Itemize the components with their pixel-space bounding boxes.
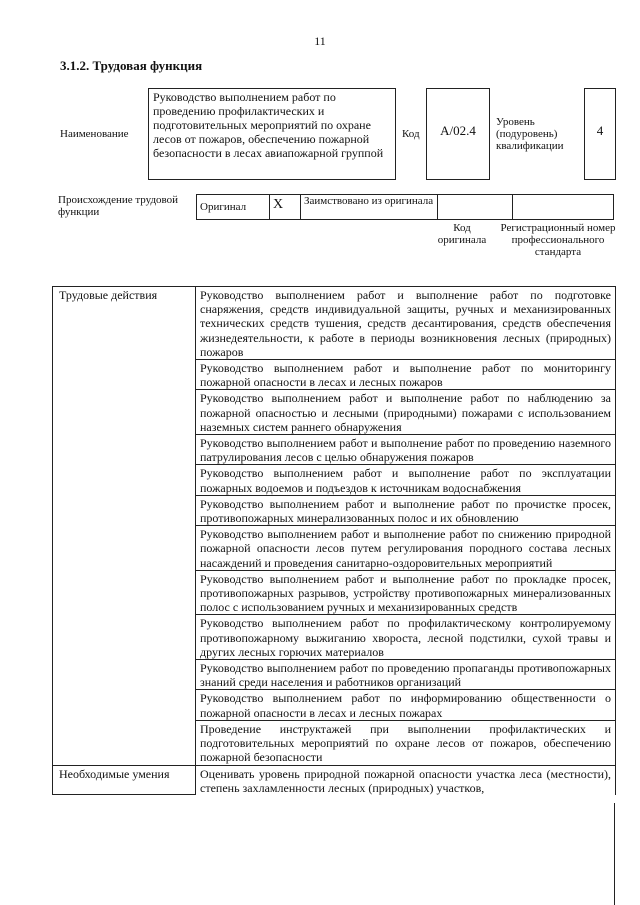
action-item: Руководство выполнением работ и выполнение работ по эксплуатации пожарных водоемов и подъездов к источникам водоснабжения bbox=[196, 465, 616, 495]
labour-actions-table bbox=[52, 286, 616, 795]
function-name: Руководство выполнением работ по проведению профилактических и подготовительных мероприятий по охране лесов от пожаров, обеспечению пожарной безопасности в лесах авиапожарной группой bbox=[148, 88, 396, 180]
origin-label: Происхождение трудовой функции bbox=[58, 194, 179, 218]
action-item: Проведение инструктажей при выполнении профилактических и подготовительных мероприятий по охране лесов от пожаров, обеспечению пожарной безопасности bbox=[196, 720, 616, 765]
action-item: Руководство выполнением работ и выполнение работ по наблюдению за пожарной опасностью и лесными (природными) пожарами с использованием наземных систем раннего обнаружения bbox=[196, 390, 616, 435]
action-item: Руководство выполнением работ и выполнение работ по проведению наземного патрулирования лесов с целью обнаружения пожаров bbox=[196, 435, 616, 465]
reg-number-cell bbox=[513, 195, 614, 220]
page-number: 11 bbox=[314, 34, 326, 48]
borrowed-label: Заимствовано из оригинала bbox=[301, 195, 438, 220]
action-item: Руководство выполнением работ и выполнение работ по снижению природной пожарной опасности лесов путем регулирования породного состава лесных насаждений и проведения санитарно-оздоровительных мероприятий bbox=[196, 526, 616, 571]
reg-caption: Регистрационный номер профессионального стандарта bbox=[500, 222, 616, 258]
section-title: 3.1.2. Трудовая функция bbox=[60, 58, 203, 73]
function-code: A/02.4 bbox=[426, 88, 490, 180]
qualification-level: 4 bbox=[584, 88, 616, 180]
skills-label: Необходимые умения bbox=[53, 765, 196, 795]
action-item: Руководство выполнением работ и выполнение работ по прочистке просек, противопожарных минерализованных полос и их обновлению bbox=[196, 495, 616, 525]
actions-label: Трудовые действия bbox=[53, 287, 196, 766]
table-border-continuation bbox=[614, 803, 615, 905]
action-item: Руководство выполнением работ и выполнение работ по подготовке снаряжения, средств индивидуальной защиты, ручных и механизированных технических средств тушения, средств десантирования, средств обеспечения жизнедеятельности, к работе в периоды возникновения лесных (природных) пожаров bbox=[196, 287, 616, 360]
original-mark: X bbox=[270, 195, 301, 220]
code-caption: Код оригинала bbox=[437, 222, 487, 246]
action-item: Руководство выполнением работ по проведению пропаганды противопожарных знаний среди населения и работников организаций bbox=[196, 660, 616, 690]
table-row bbox=[53, 287, 616, 360]
code-label: Код bbox=[402, 128, 420, 140]
skill-item: Оценивать уровень природной пожарной опасности участка леса (местности), степень захламленности лесных (природных) участков, bbox=[196, 765, 616, 795]
original-label: Оригинал bbox=[200, 201, 247, 213]
origin-table bbox=[196, 194, 614, 220]
table-row bbox=[53, 765, 616, 795]
original-code-cell bbox=[438, 195, 513, 220]
action-item: Руководство выполнением работ по профилактическому контролируемому противопожарному выжиганию хвороста, лесной подстилки, сухой травы и других лесных горючих материалов bbox=[196, 615, 616, 660]
name-label: Наименование bbox=[60, 128, 129, 140]
original-cell bbox=[197, 195, 270, 220]
action-item: Руководство выполнением работ и выполнение работ по прокладке просек, противопожарных разрывов, устройству противопожарных минерализованных полос с использованием ручных и механизированных средств bbox=[196, 570, 616, 615]
action-item: Руководство выполнением работ и выполнение работ по мониторингу пожарной опасности в лесах и лесных пожаров bbox=[196, 360, 616, 390]
action-item: Руководство выполнением работ по информированию общественности о пожарной опасности в лесах и лесных пожарах bbox=[196, 690, 616, 720]
level-label: Уровень (подуровень) квалификации bbox=[496, 116, 564, 152]
